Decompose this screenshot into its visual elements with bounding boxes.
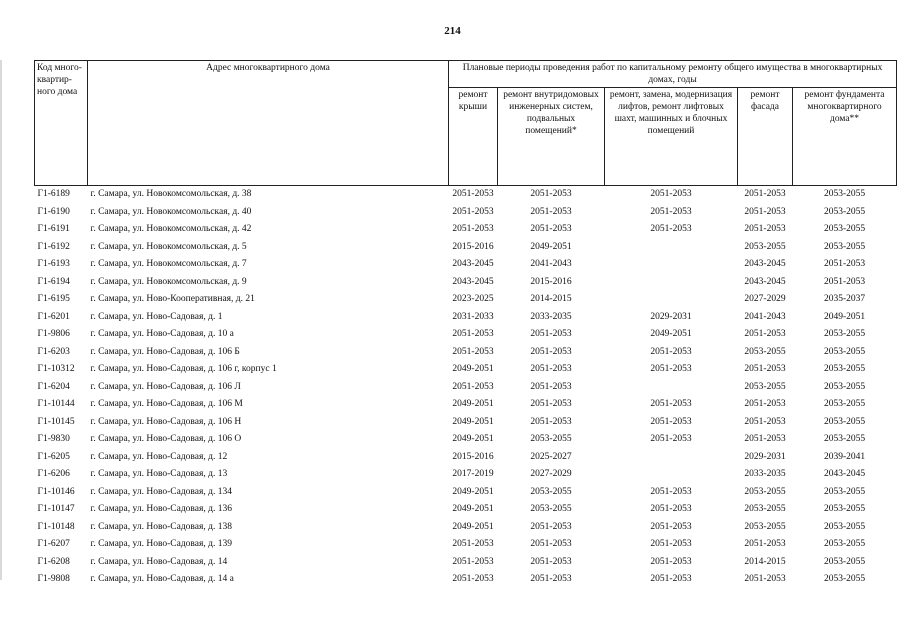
address-cell: г. Самара, ул. Ново-Садовая, д. 138	[90, 521, 232, 532]
engineering-period-cell: 2014-2015	[530, 294, 572, 304]
table-row	[35, 519, 897, 537]
facade-period-cell: 2041-2043	[744, 311, 786, 322]
house-code-cell: Г1-6208	[37, 556, 70, 567]
engineering-period-cell: 2041-2043	[530, 259, 572, 269]
foundation-period-cell: 2053-2055	[823, 539, 866, 549]
address-cell: г. Самара, ул. Ново-Садовая, д. 106 М	[90, 399, 243, 409]
address-cell: г. Самара, ул. Ново-Садовая, д. 106 Н	[90, 416, 242, 427]
foundation-period-cell: 2053-2055	[823, 329, 866, 339]
engineering-period-cell: 2051-2053	[530, 381, 572, 392]
engineering-period-cell: 2053-2055	[530, 486, 572, 497]
table-row	[35, 536, 897, 554]
table-row	[35, 326, 897, 344]
house-code-cell: Г1-6195	[37, 294, 70, 304]
foundation-period-cell: 2051-2053	[823, 276, 866, 287]
engineering-period-cell: 2051-2053	[530, 539, 572, 549]
address-cell: г. Самара, ул. Ново-Кооперативная, д. 21	[90, 294, 255, 304]
elevator-period-cell	[605, 379, 738, 397]
address-cell: г. Самара, ул. Ново-Садовая, д. 13	[90, 469, 228, 479]
table-row	[35, 291, 897, 309]
house-code-cell: Г1-6194	[37, 276, 70, 287]
house-code-cell: Г1-10146	[37, 486, 75, 497]
elevator-period-cell: 2051-2053	[650, 346, 692, 357]
engineering-period-cell: 2051-2053	[530, 364, 572, 374]
roof-period-cell: 2031-2033	[452, 311, 494, 322]
facade-period-cell: 2051-2053	[744, 364, 786, 374]
foundation-period-cell: 2053-2055	[823, 206, 866, 217]
address-cell: г. Самара, ул. Новокомсомольская, д. 38	[90, 189, 252, 199]
engineering-period-cell: 2027-2029	[530, 469, 572, 479]
house-code-cell: Г1-10312	[37, 364, 75, 374]
address-cell: г. Самара, ул. Ново-Садовая, д. 14	[90, 556, 228, 567]
engineering-period-cell: 2051-2053	[530, 346, 572, 357]
roof-period-cell: 2049-2051	[452, 364, 494, 374]
facade-period-cell: 2051-2053	[744, 399, 786, 409]
foundation-period-cell: 2053-2055	[823, 381, 866, 392]
roof-period-cell: 2051-2053	[452, 346, 494, 357]
elevator-period-cell	[605, 274, 738, 292]
foundation-period-cell: 2053-2055	[823, 189, 866, 199]
elevator-period-cell: 2051-2053	[650, 521, 692, 532]
table-row	[35, 484, 897, 502]
table-row	[35, 431, 897, 449]
facade-period-cell: 2053-2055	[744, 241, 786, 252]
facade-period-cell: 2043-2045	[744, 276, 786, 287]
address-cell: г. Самара, ул. Ново-Садовая, д. 14 а	[90, 574, 234, 584]
address-cell: г. Самара, ул. Ново-Садовая, д. 136	[90, 504, 232, 514]
address-cell: г. Самара, ул. Ново-Садовая, д. 106 г, корпус 1	[90, 364, 277, 374]
house-code-cell: Г1-10144	[37, 399, 75, 409]
house-code-cell: Г1-9808	[37, 574, 70, 584]
roof-period-cell: 2051-2053	[452, 556, 494, 567]
facade-period-cell: 2053-2055	[744, 521, 786, 532]
facade-period-cell: 2053-2055	[744, 504, 786, 514]
header-facade-repair: ремонт фасада	[738, 88, 793, 186]
facade-period-cell: 2053-2055	[744, 346, 786, 357]
engineering-period-cell: 2015-2016	[530, 276, 572, 287]
roof-period-cell: 2043-2045	[452, 276, 494, 287]
table-row	[35, 256, 897, 274]
house-code-cell: Г1-10147	[37, 504, 75, 514]
table-row	[35, 204, 897, 222]
roof-period-cell: 2049-2051	[452, 416, 494, 427]
elevator-period-cell: 2051-2053	[650, 486, 692, 497]
roof-period-cell: 2049-2051	[452, 521, 494, 532]
engineering-period-cell: 2053-2055	[530, 434, 572, 444]
facade-period-cell: 2051-2053	[744, 189, 786, 199]
house-code-cell: Г1-6190	[37, 206, 70, 217]
roof-period-cell: 2051-2053	[452, 329, 494, 339]
header-elevator-repair: ремонт, замена, модернизация лифтов, ремонт лифтовых шахт, машинных и блочных помещений	[605, 88, 738, 186]
facade-period-cell: 2051-2053	[744, 206, 786, 217]
elevator-period-cell: 2029-2031	[650, 311, 692, 322]
house-code-cell: Г1-9830	[37, 434, 70, 444]
table-row	[35, 466, 897, 484]
house-code-cell: Г1-6207	[37, 539, 70, 549]
foundation-period-cell: 2053-2055	[823, 399, 866, 409]
address-cell: г. Самара, ул. Новокомсомольская, д. 9	[90, 276, 247, 287]
foundation-period-cell: 2053-2055	[823, 504, 866, 514]
engineering-period-cell: 2051-2053	[530, 574, 572, 584]
foundation-period-cell: 2053-2055	[823, 346, 866, 357]
house-code-cell: Г1-6189	[37, 189, 70, 199]
foundation-period-cell: 2049-2051	[823, 311, 866, 322]
facade-period-cell: 2053-2055	[744, 486, 786, 497]
house-code-cell: Г1-6192	[37, 241, 70, 252]
house-code-cell: Г1-6206	[37, 469, 70, 479]
address-cell: г. Самара, ул. Ново-Садовая, д. 1	[90, 311, 223, 322]
house-code-cell: Г1-6191	[37, 224, 70, 234]
facade-period-cell: 2043-2045	[744, 259, 786, 269]
address-cell: г. Самара, ул. Ново-Садовая, д. 106 Б	[90, 346, 240, 357]
elevator-period-cell: 2049-2051	[650, 329, 692, 339]
table-row	[35, 239, 897, 257]
header-code: Код много-квартир-ного дома	[35, 61, 88, 186]
table-row	[35, 186, 897, 204]
foundation-period-cell: 2053-2055	[823, 486, 866, 497]
house-code-cell: Г1-6193	[37, 259, 70, 269]
elevator-period-cell: 2051-2053	[650, 416, 692, 427]
roof-period-cell: 2051-2053	[452, 539, 494, 549]
roof-period-cell: 2051-2053	[452, 189, 494, 199]
elevator-period-cell	[605, 466, 738, 484]
engineering-period-cell: 2025-2027	[530, 451, 572, 462]
address-cell: г. Самара, ул. Ново-Садовая, д. 134	[90, 486, 232, 497]
address-cell: г. Самара, ул. Новокомсомольская, д. 7	[90, 259, 247, 269]
roof-period-cell: 2049-2051	[452, 399, 494, 409]
foundation-period-cell: 2051-2053	[823, 259, 866, 269]
header-foundation-repair: ремонт фундамента многоквартирного дома**	[793, 88, 897, 186]
page-number: 214	[444, 25, 461, 37]
facade-period-cell: 2027-2029	[744, 294, 786, 304]
elevator-period-cell: 2051-2053	[650, 574, 692, 584]
header-periods: Плановые периоды проведения работ по капитальному ремонту общего имущества в многоквартирных домах, годы	[449, 61, 897, 88]
roof-period-cell: 2015-2016	[452, 241, 494, 252]
header-address: Адрес многоквартирного дома	[88, 61, 449, 186]
elevator-period-cell: 2051-2053	[650, 189, 692, 199]
roof-period-cell: 2017-2019	[452, 469, 494, 479]
house-code-cell: Г1-6203	[37, 346, 70, 357]
engineering-period-cell: 2051-2053	[530, 224, 572, 234]
roof-period-cell: 2043-2045	[452, 259, 494, 269]
engineering-period-cell: 2051-2053	[530, 206, 572, 217]
address-cell: г. Самара, ул. Ново-Садовая, д. 106 О	[90, 434, 242, 444]
house-code-cell: Г1-10145	[37, 416, 75, 427]
foundation-period-cell: 2053-2055	[823, 521, 866, 532]
house-code-cell: Г1-10148	[37, 521, 75, 532]
elevator-period-cell	[605, 449, 738, 467]
engineering-period-cell: 2049-2051	[530, 241, 572, 252]
elevator-period-cell: 2051-2053	[650, 224, 692, 234]
elevator-period-cell: 2051-2053	[650, 539, 692, 549]
facade-period-cell: 2051-2053	[744, 329, 786, 339]
foundation-period-cell: 2035-2037	[823, 294, 866, 304]
table-row	[35, 414, 897, 432]
roof-period-cell: 2051-2053	[452, 224, 494, 234]
table-row	[35, 501, 897, 519]
foundation-period-cell: 2039-2041	[823, 451, 866, 462]
foundation-period-cell: 2053-2055	[823, 364, 866, 374]
facade-period-cell: 2014-2015	[744, 556, 786, 567]
facade-period-cell: 2051-2053	[744, 434, 786, 444]
elevator-period-cell: 2051-2053	[650, 556, 692, 567]
address-cell: г. Самара, ул. Новокомсомольская, д. 40	[90, 206, 252, 217]
elevator-period-cell: 2051-2053	[650, 364, 692, 374]
engineering-period-cell: 2053-2055	[530, 504, 572, 514]
foundation-period-cell: 2053-2055	[823, 241, 866, 252]
address-cell: г. Самара, ул. Ново-Садовая, д. 139	[90, 539, 232, 549]
address-cell: г. Самара, ул. Новокомсомольская, д. 42	[90, 224, 252, 234]
engineering-period-cell: 2051-2053	[530, 556, 572, 567]
elevator-period-cell: 2051-2053	[650, 434, 692, 444]
elevator-period-cell	[605, 291, 738, 309]
facade-period-cell: 2033-2035	[744, 469, 786, 479]
table-row	[35, 449, 897, 467]
engineering-period-cell: 2051-2053	[530, 416, 572, 427]
roof-period-cell: 2049-2051	[452, 486, 494, 497]
house-code-cell: Г1-6201	[37, 311, 70, 322]
scan-edge	[0, 60, 2, 580]
engineering-period-cell: 2051-2053	[530, 329, 572, 339]
address-cell: г. Самара, ул. Ново-Садовая, д. 12	[90, 451, 228, 462]
roof-period-cell: 2051-2053	[452, 381, 494, 392]
table-row	[35, 344, 897, 362]
table-row	[35, 379, 897, 397]
facade-period-cell: 2051-2053	[744, 574, 786, 584]
foundation-period-cell: 2053-2055	[823, 574, 866, 584]
table-row	[35, 361, 897, 379]
elevator-period-cell: 2051-2053	[650, 399, 692, 409]
header-engineering-systems-repair: ремонт внутридомовых инженерных систем, подвальных помещений*	[498, 88, 605, 186]
engineering-period-cell: 2051-2053	[530, 399, 572, 409]
foundation-period-cell: 2053-2055	[823, 434, 866, 444]
header-roof-repair: ремонт крыши	[449, 88, 498, 186]
facade-period-cell: 2053-2055	[744, 381, 786, 392]
roof-period-cell: 2049-2051	[452, 504, 494, 514]
table-row	[35, 396, 897, 414]
capital-repair-table	[34, 60, 897, 589]
house-code-cell: Г1-9806	[37, 329, 70, 339]
foundation-period-cell: 2043-2045	[823, 469, 866, 479]
foundation-period-cell: 2053-2055	[823, 556, 866, 567]
table-row	[35, 274, 897, 292]
table-row	[35, 554, 897, 572]
house-code-cell: Г1-6205	[37, 451, 70, 462]
engineering-period-cell: 2051-2053	[530, 521, 572, 532]
address-cell: г. Самара, ул. Ново-Садовая, д. 106 Л	[90, 381, 241, 392]
facade-period-cell: 2051-2053	[744, 416, 786, 427]
table-row	[35, 309, 897, 327]
roof-period-cell: 2015-2016	[452, 451, 494, 462]
roof-period-cell: 2049-2051	[452, 434, 494, 444]
foundation-period-cell: 2053-2055	[823, 224, 866, 234]
elevator-period-cell	[605, 256, 738, 274]
roof-period-cell: 2023-2025	[452, 294, 494, 304]
elevator-period-cell: 2051-2053	[650, 504, 692, 514]
elevator-period-cell	[605, 239, 738, 257]
engineering-period-cell: 2051-2053	[530, 189, 572, 199]
table-row	[35, 221, 897, 239]
house-code-cell: Г1-6204	[37, 381, 70, 392]
roof-period-cell: 2051-2053	[452, 206, 494, 217]
address-cell: г. Самара, ул. Ново-Садовая, д. 10 а	[90, 329, 234, 339]
facade-period-cell: 2051-2053	[744, 224, 786, 234]
roof-period-cell: 2051-2053	[452, 574, 494, 584]
engineering-period-cell: 2033-2035	[530, 311, 572, 322]
address-cell: г. Самара, ул. Новокомсомольская, д. 5	[90, 241, 247, 252]
elevator-period-cell: 2051-2053	[650, 206, 692, 217]
table-row	[35, 571, 897, 589]
foundation-period-cell: 2053-2055	[823, 416, 866, 427]
facade-period-cell: 2051-2053	[744, 539, 786, 549]
facade-period-cell: 2029-2031	[744, 451, 786, 462]
